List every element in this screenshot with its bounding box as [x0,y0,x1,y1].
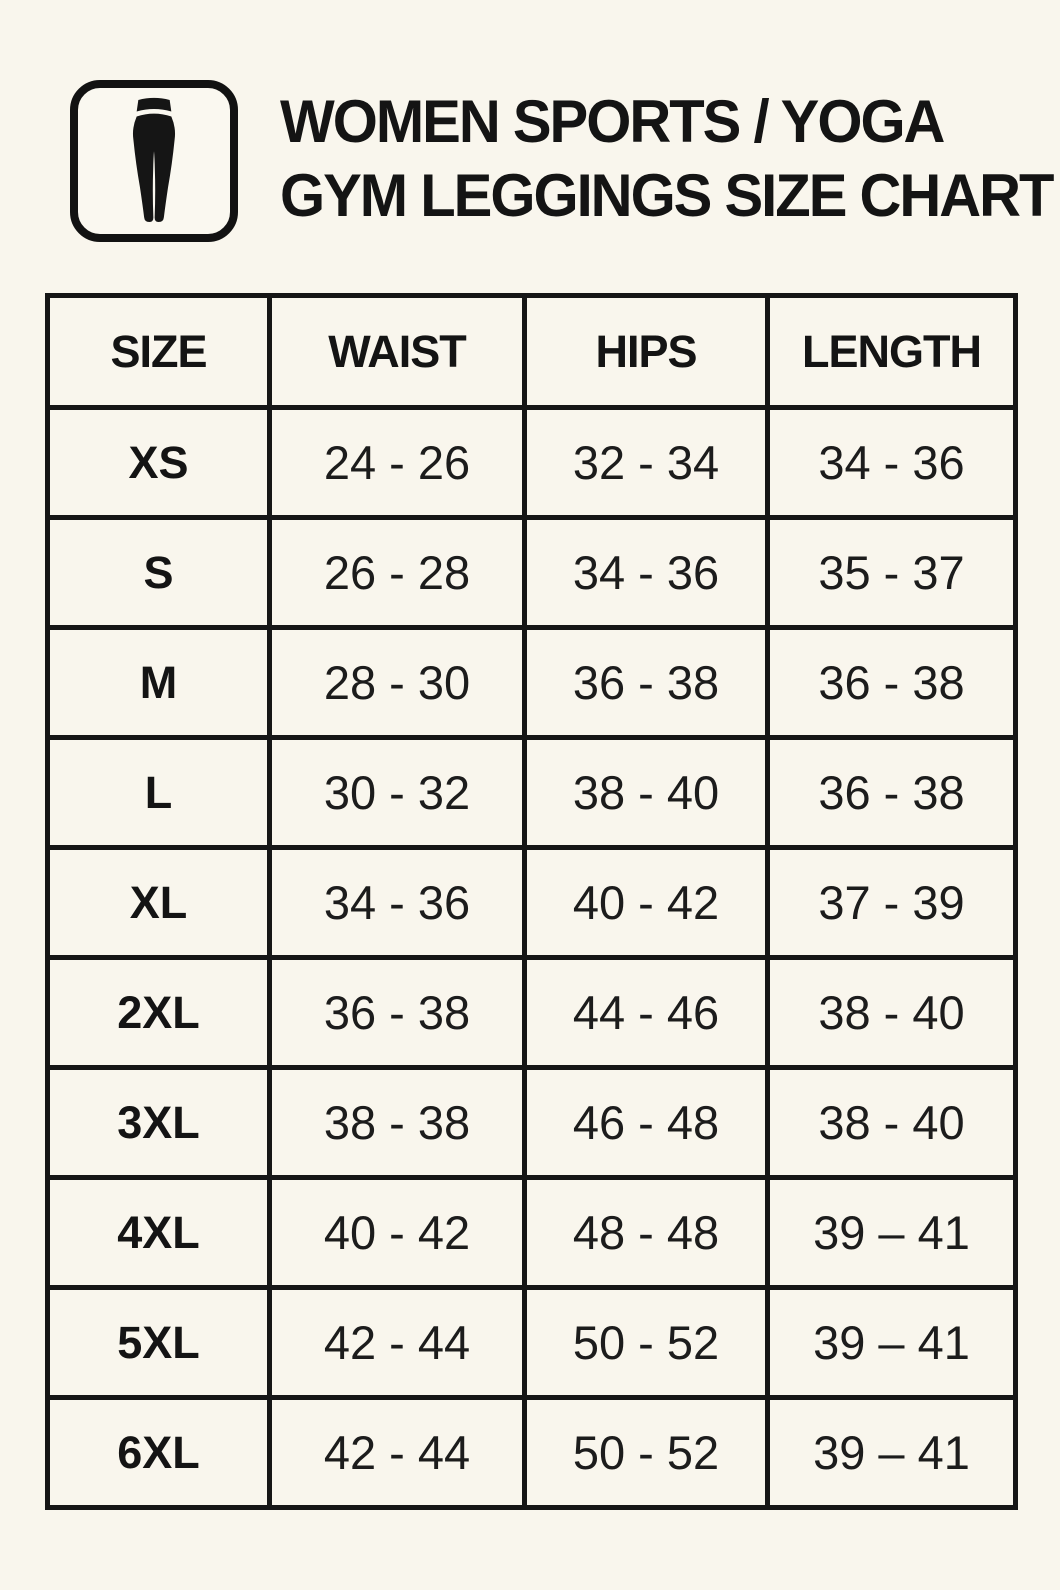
table-row [48,408,1016,518]
measurement-cell: 38 - 40 [525,738,768,848]
table-row [48,628,1016,738]
size-table-body [48,408,1016,1508]
table-row [48,738,1016,848]
measurement-cell: 35 - 37 [768,518,1016,628]
measurement-cell: 36 - 38 [768,738,1016,848]
measurement-cell: 44 - 46 [525,958,768,1068]
size-label-cell: 3XL [48,1068,270,1178]
measurement-cell: 32 - 34 [525,408,768,518]
measurement-cell: 37 - 39 [768,848,1016,958]
size-chart-table [45,293,1018,1510]
measurement-cell: 39 – 41 [768,1398,1016,1508]
table-row [48,1178,1016,1288]
column-header-length: LENGTH [768,296,1016,408]
title-line-2: GYM LEGGINGS SIZE CHART [280,162,1053,230]
leggings-icon-box [70,80,238,242]
measurement-cell: 42 - 44 [270,1398,525,1508]
page-title [280,84,1053,232]
measurement-cell: 40 - 42 [525,848,768,958]
measurement-cell: 36 - 38 [768,628,1016,738]
size-label-cell: XS [48,408,270,518]
table-row [48,1068,1016,1178]
table-row [48,848,1016,958]
size-label-cell: S [48,518,270,628]
size-label-cell: 6XL [48,1398,270,1508]
leggings-icon [106,95,202,227]
size-label-cell: 2XL [48,958,270,1068]
column-header-size: SIZE [48,296,270,408]
measurement-cell: 36 - 38 [270,958,525,1068]
measurement-cell: 38 - 40 [768,1068,1016,1178]
size-label-cell: L [48,738,270,848]
column-header-waist: WAIST [270,296,525,408]
measurement-cell: 28 - 30 [270,628,525,738]
measurement-cell: 46 - 48 [525,1068,768,1178]
table-row [48,958,1016,1068]
title-line-1: WOMEN SPORTS / YOGA [280,88,944,156]
measurement-cell: 39 – 41 [768,1178,1016,1288]
measurement-cell: 39 – 41 [768,1288,1016,1398]
measurement-cell: 26 - 28 [270,518,525,628]
measurement-cell: 38 - 40 [768,958,1016,1068]
measurement-cell: 24 - 26 [270,408,525,518]
measurement-cell: 50 - 52 [525,1288,768,1398]
measurement-cell: 30 - 32 [270,738,525,848]
measurement-cell: 34 - 36 [270,848,525,958]
size-label-cell: 4XL [48,1178,270,1288]
measurement-cell: 48 - 48 [525,1178,768,1288]
table-row [48,518,1016,628]
column-header-hips: HIPS [525,296,768,408]
header-row [48,296,1016,408]
size-label-cell: XL [48,848,270,958]
measurement-cell: 36 - 38 [525,628,768,738]
table-row [48,1288,1016,1398]
table-row [48,1398,1016,1508]
measurement-cell: 50 - 52 [525,1398,768,1508]
size-label-cell: M [48,628,270,738]
measurement-cell: 40 - 42 [270,1178,525,1288]
size-label-cell: 5XL [48,1288,270,1398]
measurement-cell: 42 - 44 [270,1288,525,1398]
measurement-cell: 34 - 36 [768,408,1016,518]
measurement-cell: 38 - 38 [270,1068,525,1178]
measurement-cell: 34 - 36 [525,518,768,628]
